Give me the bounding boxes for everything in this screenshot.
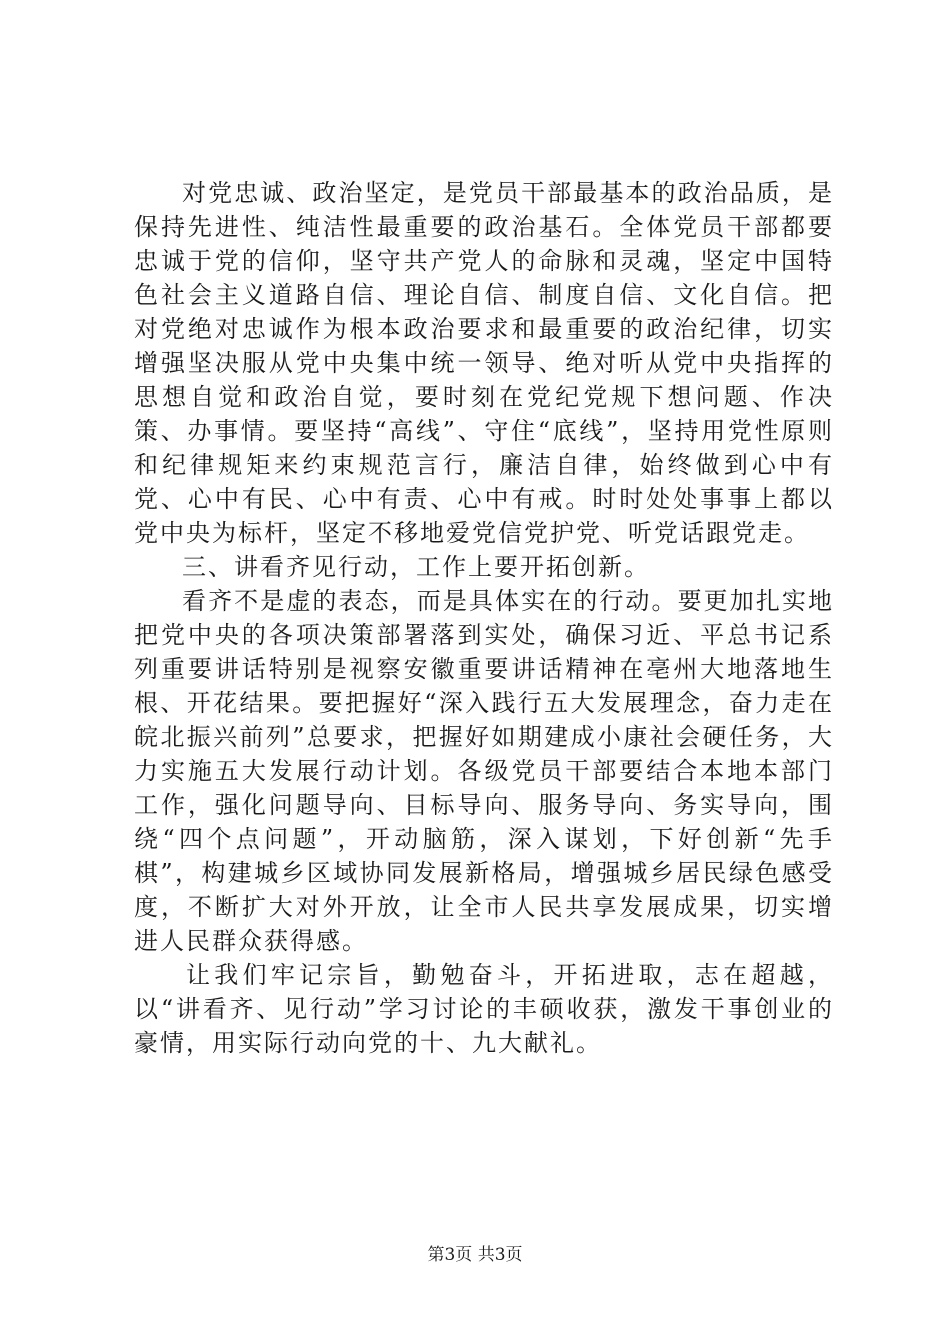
document-body [134,176,834,1060]
paragraph-closing: 让我们牢记宗旨，勤勉奋斗，开拓进取，志在超越，以“讲看齐、见行动”学习讨论的丰硕收获，激发干事创业的豪情，用实际行动向党的十、九大献礼。 [134,961,834,1057]
section-heading-three: 三、讲看齐见行动，工作上要开拓创新。 [182,553,650,581]
paragraph-loyalty: 对党忠诚、政治坚定，是党员干部最基本的政治品质，是保持先进性、纯洁性最重要的政治基石。全体党员干部都要忠诚于党的信仰，坚守共产党人的命脉和灵魂，坚定中国特色社会主义道路自信、理论自信、制度自信、文化自信。把对党绝对忠诚作为根本政治要求和最重要的政治纪律，切实增强坚决服从党中央集中统一领导、绝对听从党中央指挥的思想自觉和政治自觉，要时刻在党纪党规下想问题、作决策、办事情。要坚持“高线”、守住“底线”，坚持用党性原则和纪律规矩来约束规范言行，廉洁自律，始终做到心中有党、心中有民、心中有责、心中有戒。时时处处事事上都以党中央为标杆，坚定不移地爱党信党护党、听党话跟党走。 [134,179,834,547]
paragraph-action: 看齐不是虚的表态，而是具体实在的行动。要更加扎实地把党中央的各项决策部署落到实处，确保习近、平总书记系列重要讲话特别是视察安徽重要讲话精神在亳州大地落地生根、开花结果。要把握好“深入践行五大发展理念，奋力走在皖北振兴前列”总要求，把握好如期建成小康社会硬任务，大力实施五大发展行动计划。各级党员干部要结合本地本部门工作，强化问题导向、目标导向、服务导向、务实导向，围绕“四个点问题”，开动脑筋，深入谋划，下好创新“先手棋”，构建城乡区域协同发展新格局，增强城乡居民绿色感受度，不断扩大对外开放，让全市人民共享发展成果，切实增进人民群众获得感。 [134,587,834,955]
page-number-footer: 第3页 共3页 [427,1245,523,1265]
